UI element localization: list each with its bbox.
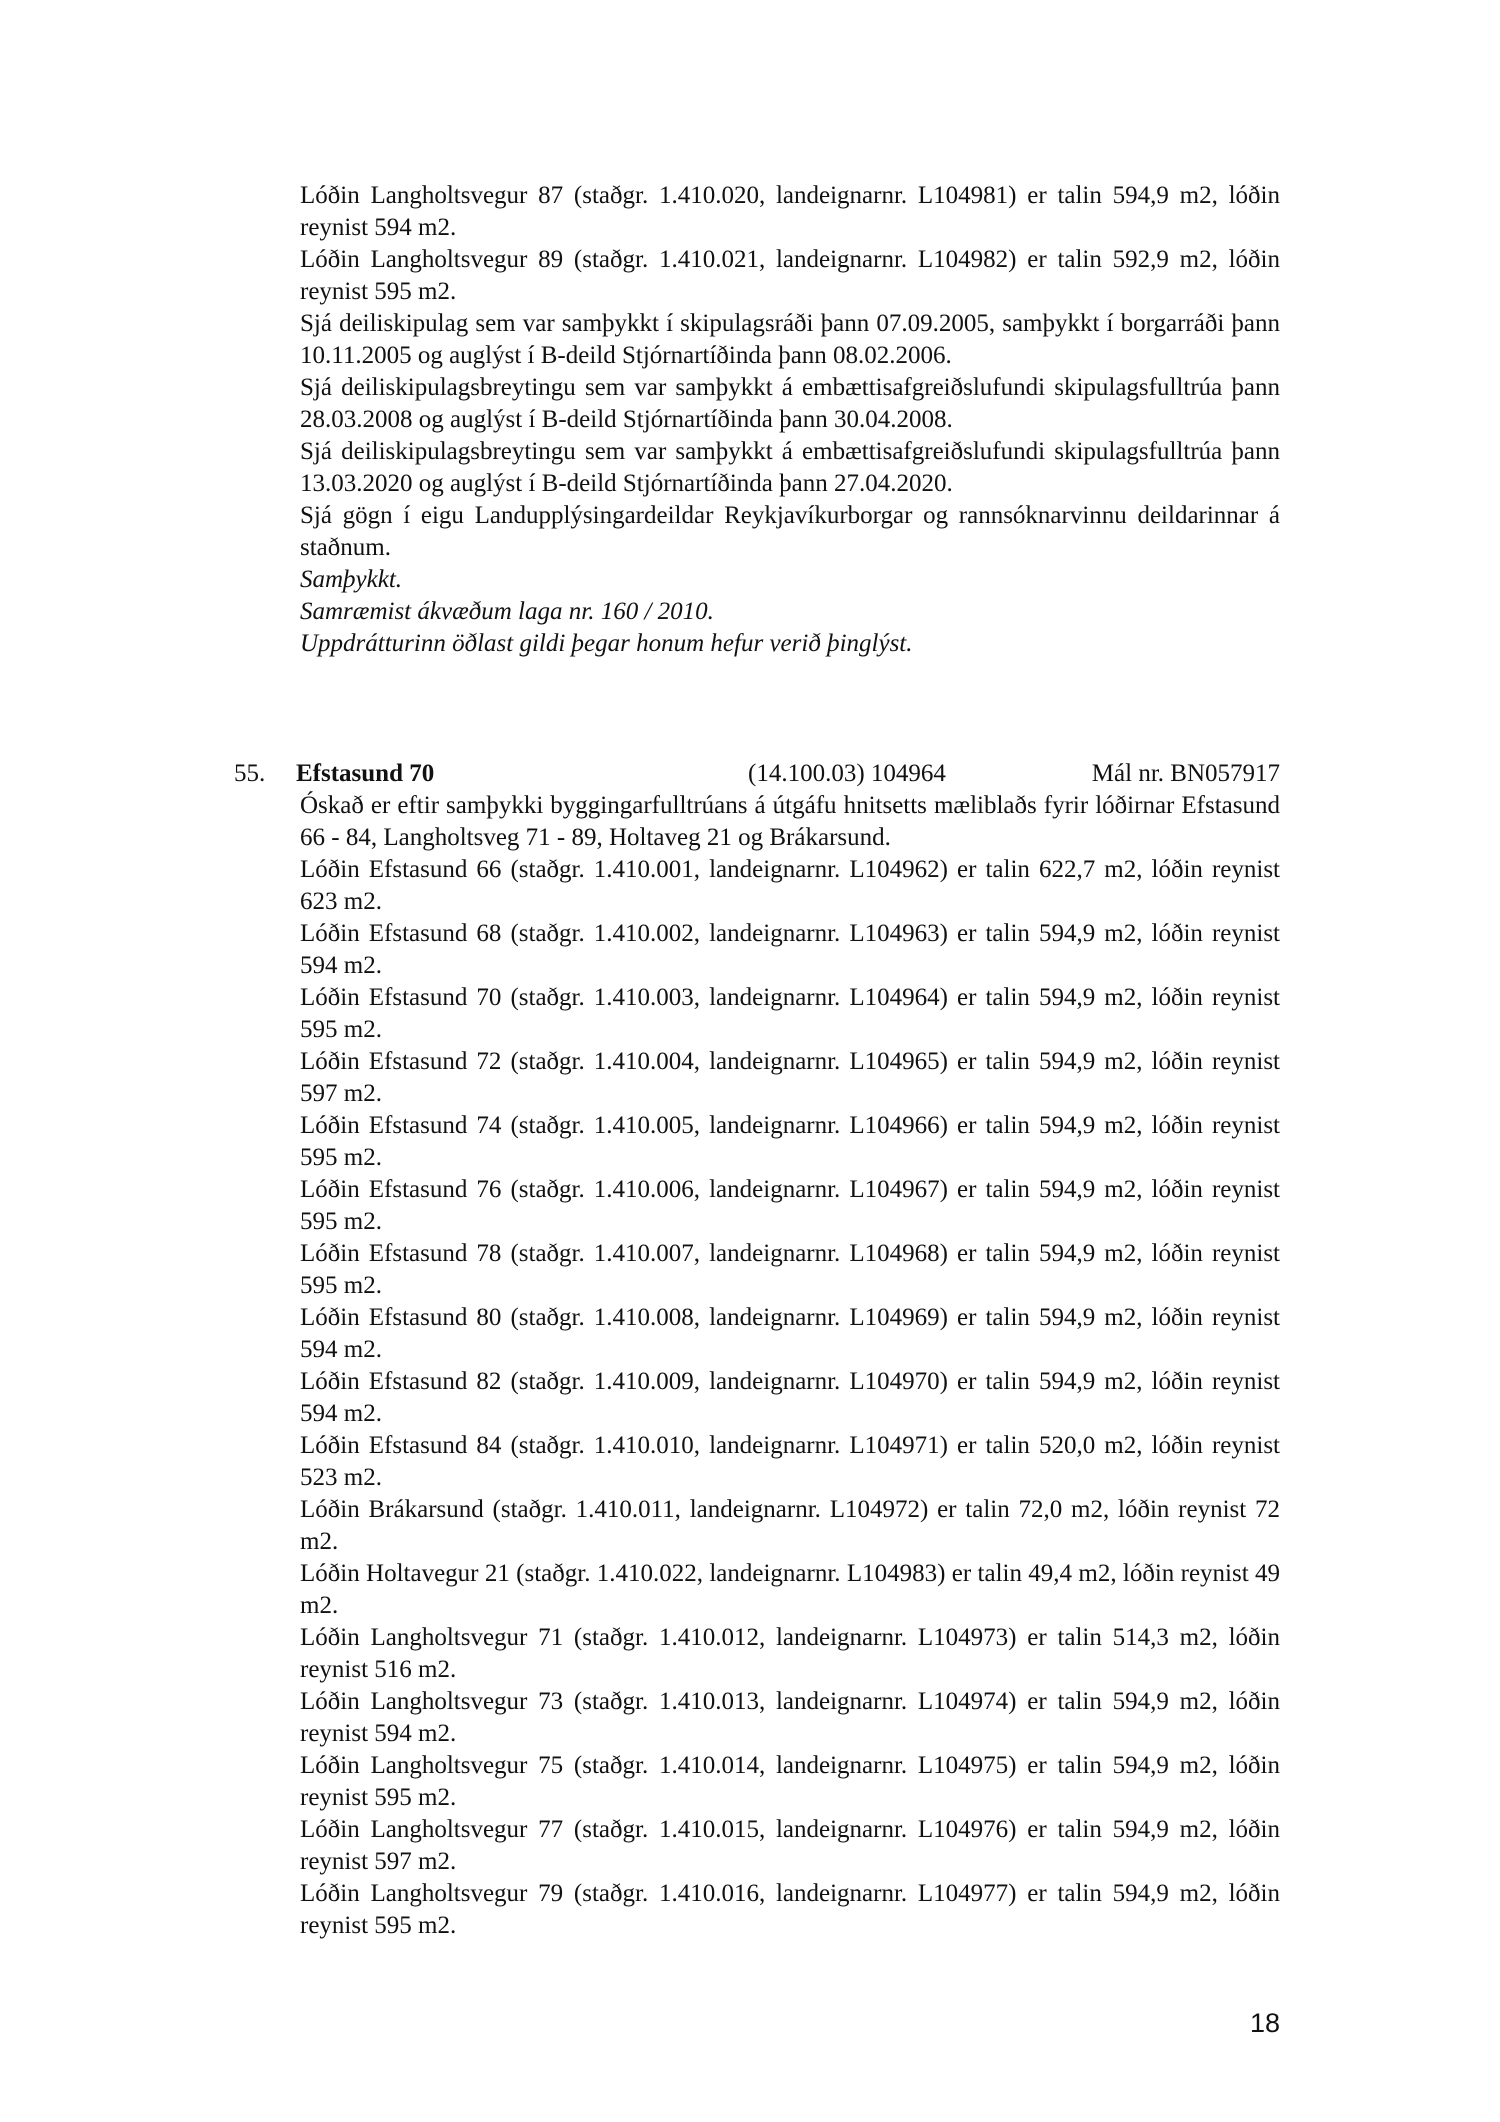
paragraph: Lóðin Langholtsvegur 87 (staðgr. 1.410.020, landeignarnr. L104981) er talin 594,9 m2, lóðin reynist 594 m2. bbox=[300, 182, 1280, 241]
page-number: 18 bbox=[1249, 2008, 1280, 2038]
case-paragraph: Lóðin Efstasund 76 (staðgr. 1.410.006, landeignarnr. L104967) er talin 594,9 m2, lóðin reynist 595 m2. bbox=[300, 1176, 1280, 1235]
case-reference: Mál nr. BN057917 bbox=[1091, 760, 1280, 787]
case-paragraph: Lóðin Langholtsvegur 71 (staðgr. 1.410.012, landeignarnr. L104973) er talin 514,3 m2, lóðin reynist 516 m2. bbox=[300, 1624, 1280, 1683]
case-number: 55. bbox=[234, 760, 266, 787]
case-paragraph: Óskað er eftir samþykki byggingarfulltrúans á útgáfu hnitsetts mæliblaðs fyrir lóðirnar Efstasund 66 - 84, Langholtsveg 71 - 89, Holtaveg 21 og Brákarsund. bbox=[300, 792, 1280, 851]
approval-note: Samþykkt. bbox=[300, 566, 403, 593]
paragraph: Sjá gögn í eigu Landupplýsingardeildar Reykjavíkurborgar og rannsóknarvinnu deildarinnar á staðnum. bbox=[300, 502, 1280, 561]
case-paragraph: Lóðin Efstasund 84 (staðgr. 1.410.010, landeignarnr. L104971) er talin 520,0 m2, lóðin reynist 523 m2. bbox=[300, 1432, 1280, 1491]
case-code: (14.100.03) 104964 bbox=[748, 760, 946, 787]
case-paragraph: Lóðin Brákarsund (staðgr. 1.410.011, landeignarnr. L104972) er talin 72,0 m2, lóðin reynist 72 m2. bbox=[300, 1496, 1280, 1555]
registration-note: Uppdrátturinn öðlast gildi þegar honum hefur verið þinglýst. bbox=[300, 630, 913, 657]
case-paragraph: Lóðin Efstasund 72 (staðgr. 1.410.004, landeignarnr. L104965) er talin 594,9 m2, lóðin reynist 597 m2. bbox=[300, 1048, 1280, 1107]
case-paragraph: Lóðin Holtavegur 21 (staðgr. 1.410.022, landeignarnr. L104983) er talin 49,4 m2, lóðin reynist 49 m2. bbox=[300, 1560, 1280, 1619]
case-paragraph: Lóðin Efstasund 68 (staðgr. 1.410.002, landeignarnr. L104963) er talin 594,9 m2, lóðin reynist 594 m2. bbox=[300, 920, 1280, 979]
paragraph: Sjá deiliskipulagsbreytingu sem var samþykkt á embættisafgreiðslufundi skipulagsfulltrúa þann 13.03.2020 og auglýst í B-deild Stjórnartíðinda þann 27.04.2020. bbox=[300, 438, 1280, 497]
case-title: Efstasund 70 bbox=[296, 760, 435, 787]
case-body bbox=[300, 790, 1280, 1942]
case-paragraph: Lóðin Langholtsvegur 77 (staðgr. 1.410.015, landeignarnr. L104976) er talin 594,9 m2, lóðin reynist 597 m2. bbox=[300, 1816, 1280, 1875]
case-paragraph: Lóðin Langholtsvegur 73 (staðgr. 1.410.013, landeignarnr. L104974) er talin 594,9 m2, lóðin reynist 594 m2. bbox=[300, 1688, 1280, 1747]
law-compliance-note: Samræmist ákvæðum laga nr. 160 / 2010. bbox=[300, 598, 714, 625]
case-paragraph: Lóðin Efstasund 74 (staðgr. 1.410.005, landeignarnr. L104966) er talin 594,9 m2, lóðin reynist 595 m2. bbox=[300, 1112, 1280, 1171]
case-paragraph: Lóðin Efstasund 66 (staðgr. 1.410.001, landeignarnr. L104962) er talin 622,7 m2, lóðin reynist 623 m2. bbox=[300, 856, 1280, 915]
case-heading bbox=[234, 758, 1280, 790]
top-section bbox=[300, 180, 1280, 660]
paragraph: Sjá deiliskipulagsbreytingu sem var samþykkt á embættisafgreiðslufundi skipulagsfulltrúa þann 28.03.2008 og auglýst í B-deild Stjórnartíðinda þann 30.04.2008. bbox=[300, 374, 1280, 433]
case-paragraph: Lóðin Efstasund 70 (staðgr. 1.410.003, landeignarnr. L104964) er talin 594,9 m2, lóðin reynist 595 m2. bbox=[300, 984, 1280, 1043]
case-paragraph: Lóðin Langholtsvegur 75 (staðgr. 1.410.014, landeignarnr. L104975) er talin 594,9 m2, lóðin reynist 595 m2. bbox=[300, 1752, 1280, 1811]
case-paragraph: Lóðin Efstasund 82 (staðgr. 1.410.009, landeignarnr. L104970) er talin 594,9 m2, lóðin reynist 594 m2. bbox=[300, 1368, 1280, 1427]
case-paragraph: Lóðin Efstasund 78 (staðgr. 1.410.007, landeignarnr. L104968) er talin 594,9 m2, lóðin reynist 595 m2. bbox=[300, 1240, 1280, 1299]
paragraph: Sjá deiliskipulag sem var samþykkt í skipulagsráði þann 07.09.2005, samþykkt í borgarráði þann 10.11.2005 og auglýst í B-deild Stjórnartíðinda þann 08.02.2006. bbox=[300, 310, 1280, 369]
case-paragraph: Lóðin Langholtsvegur 79 (staðgr. 1.410.016, landeignarnr. L104977) er talin 594,9 m2, lóðin reynist 595 m2. bbox=[300, 1880, 1280, 1939]
paragraph: Lóðin Langholtsvegur 89 (staðgr. 1.410.021, landeignarnr. L104982) er talin 592,9 m2, lóðin reynist 595 m2. bbox=[300, 246, 1280, 305]
case-paragraph: Lóðin Efstasund 80 (staðgr. 1.410.008, landeignarnr. L104969) er talin 594,9 m2, lóðin reynist 594 m2. bbox=[300, 1304, 1280, 1363]
